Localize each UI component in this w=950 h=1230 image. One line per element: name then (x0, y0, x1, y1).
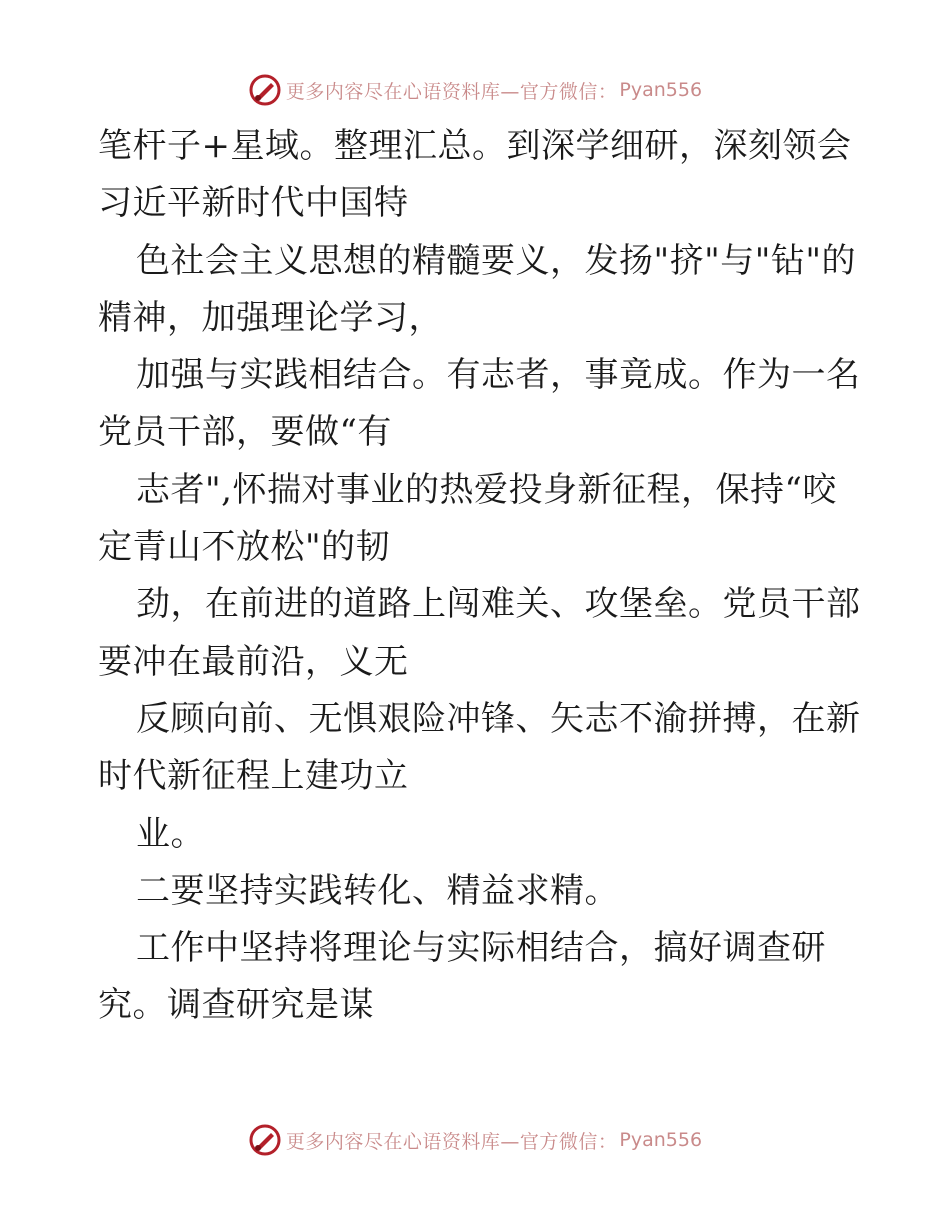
body-line-5: 加强与实践相结合。有志者，事竟成。作为一名 (136, 355, 861, 396)
body-line-3: 色社会主义思想的精髓要义，发扬"挤"与"钻"的 (136, 240, 857, 281)
body-line-10: 要冲在最前沿，义无 (98, 641, 409, 682)
body-line-4: 精神，加强理论学习， (98, 297, 443, 338)
body-line-9: 劲，在前进的道路上闯难关、攻堡垒。党员干部 (136, 584, 861, 625)
body-line-8: 定青山不放松"的韧 (98, 527, 391, 568)
body-line-2: 习近平新时代中国特 (98, 183, 409, 224)
footer-wechat-id: Pyan556 (619, 1129, 703, 1151)
header-banner (0, 70, 950, 110)
body-line-7: 志者",怀揣对事业的热爱投身新征程，保持“咬 (136, 469, 837, 510)
header-promo-text: 更多内容尽在心语资料库—官方微信： (285, 80, 618, 103)
brush-logo-icon (248, 73, 282, 107)
body-line-6: 党员干部，要做“有 (98, 412, 392, 453)
body-line-15: 工作中坚持将理论与实际相结合，搞好调查研 (136, 928, 826, 969)
document-body (98, 118, 861, 1035)
body-line-1: 笔杆子+星域。整理汇总。到深学细研，深刻领会 (98, 126, 852, 166)
body-line-11: 反顾向前、无惧艰险冲锋、矢志不渝拼搏，在新 (136, 698, 861, 739)
footer-promo-text: 更多内容尽在心语资料库—官方微信： (285, 1130, 618, 1153)
body-line-14: 二要坚持实践转化、精益求精。 (136, 870, 619, 911)
body-line-12: 时代新征程上建功立 (98, 756, 409, 797)
body-line-16: 究。调查研究是谋 (98, 985, 374, 1026)
brush-logo-icon (248, 1123, 282, 1157)
body-line-13: 业。 (136, 813, 205, 854)
header-wechat-id: Pyan556 (619, 79, 703, 101)
footer-banner (0, 1120, 950, 1160)
